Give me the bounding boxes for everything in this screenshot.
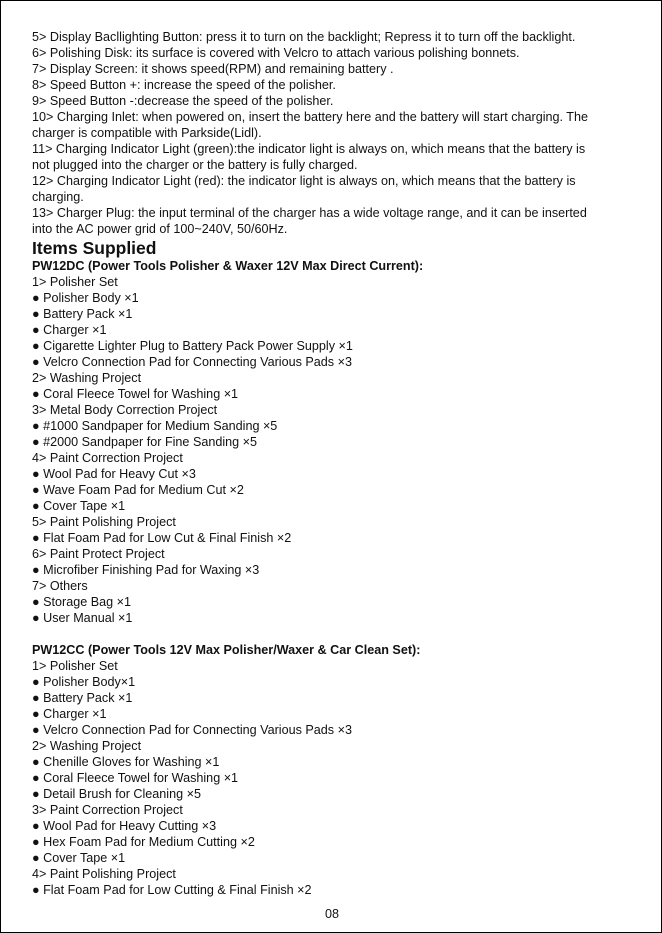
list-item: ● Polisher Body×1 (32, 675, 136, 689)
list-section-title: 1> Polisher Set (32, 659, 118, 673)
list-item: ● Storage Bag ×1 (32, 595, 131, 609)
list-item: ● Cover Tape ×1 (32, 499, 126, 513)
list-item: ● Charger ×1 (32, 323, 107, 337)
list-section-title: 2> Washing Project (32, 739, 142, 753)
list-item: ● Velcro Connection Pad for Connecting Various Pads ×3 (32, 723, 352, 737)
description-line: 5> Display Bacllighting Button: press it to turn on the backlight; Repress it to turn off the backlight. (32, 30, 576, 44)
list-item: ● Coral Fleece Towel for Washing ×1 (32, 771, 239, 785)
description-item (32, 205, 632, 237)
list-section-title: 6> Paint Protect Project (32, 547, 165, 561)
list-item: ● Cigarette Lighter Plug to Battery Pack Power Supply ×1 (32, 339, 353, 353)
list-item: ● #2000 Sandpaper for Fine Sanding ×5 (32, 435, 258, 449)
list-item: ● Velcro Connection Pad for Connecting Various Pads ×3 (32, 355, 352, 369)
component-descriptions (32, 29, 632, 237)
description-item (32, 93, 632, 109)
list-section-title: 4> Paint Polishing Project (32, 867, 176, 881)
list-item: ● Coral Fleece Towel for Washing ×1 (32, 387, 239, 401)
items-supplied-heading: Items Supplied (32, 238, 157, 258)
description-line: 11> Charging Indicator Light (green):the indicator light is always on, which means that the battery is (32, 142, 586, 156)
list-item: ● Cover Tape ×1 (32, 851, 126, 865)
page-content (32, 29, 632, 898)
description-item (32, 77, 632, 93)
list-item: ● User Manual ×1 (32, 611, 133, 625)
description-item (32, 109, 632, 141)
list-section-title: 3> Paint Correction Project (32, 803, 183, 817)
description-line: 12> Charging Indicator Light (red): the indicator light is always on, which means that the battery is (32, 174, 576, 188)
description-line: into the AC power grid of 100~240V, 50/60Hz. (32, 222, 288, 236)
list-item: ● Hex Foam Pad for Medium Cutting ×2 (32, 835, 255, 849)
list-section-title: 5> Paint Polishing Project (32, 515, 176, 529)
pw12cc-items-list (32, 658, 632, 898)
list-item: ● Wool Pad for Heavy Cutting ×3 (32, 819, 217, 833)
section-spacer (32, 626, 632, 642)
description-item (32, 29, 632, 45)
pw12dc-heading: PW12DC (Power Tools Polisher & Waxer 12V Max Direct Current): (32, 259, 424, 273)
list-item: ● Battery Pack ×1 (32, 307, 133, 321)
list-section-title: 2> Washing Project (32, 371, 142, 385)
list-item: ● Wave Foam Pad for Medium Cut ×2 (32, 483, 244, 497)
description-item (32, 61, 632, 77)
list-section-title: 7> Others (32, 579, 88, 593)
description-item (32, 173, 632, 205)
list-item: ● Chenille Gloves for Washing ×1 (32, 755, 220, 769)
list-item: ● Detail Brush for Cleaning ×5 (32, 787, 201, 801)
description-line: 7> Display Screen: it shows speed(RPM) and remaining battery . (32, 62, 394, 76)
list-section-title: 4> Paint Correction Project (32, 451, 183, 465)
pw12dc-items-list (32, 274, 632, 626)
list-item: ● #1000 Sandpaper for Medium Sanding ×5 (32, 419, 278, 433)
list-item: ● Flat Foam Pad for Low Cut & Final Finish ×2 (32, 531, 292, 545)
pw12cc-heading: PW12CC (Power Tools 12V Max Polisher/Waxer & Car Clean Set): (32, 643, 421, 657)
description-line: 9> Speed Button -:decrease the speed of the polisher. (32, 94, 334, 108)
description-line: 13> Charger Plug: the input terminal of the charger has a wide voltage range, and it can be inserted (32, 206, 587, 220)
list-item: ● Wool Pad for Heavy Cut ×3 (32, 467, 196, 481)
description-line: 8> Speed Button +: increase the speed of the polisher. (32, 78, 336, 92)
list-item: ● Charger ×1 (32, 707, 107, 721)
list-item: ● Battery Pack ×1 (32, 691, 133, 705)
list-section-title: 3> Metal Body Correction Project (32, 403, 218, 417)
list-item: ● Polisher Body ×1 (32, 291, 139, 305)
description-line: charging. (32, 190, 84, 204)
list-item: ● Microfiber Finishing Pad for Waxing ×3 (32, 563, 260, 577)
description-item (32, 45, 632, 61)
description-line: not plugged into the charger or the battery is fully charged. (32, 158, 358, 172)
description-line: 10> Charging Inlet: when powered on, insert the battery here and the battery will start charging. The (32, 110, 588, 124)
description-item (32, 141, 632, 173)
list-section-title: 1> Polisher Set (32, 275, 118, 289)
description-line: 6> Polishing Disk: its surface is covered with Velcro to attach various polishing bonnets. (32, 46, 520, 60)
description-line: charger is compatible with Parkside(Lidl). (32, 126, 262, 140)
list-item: ● Flat Foam Pad for Low Cutting & Final Finish ×2 (32, 883, 312, 897)
page-number: 08 (324, 907, 339, 921)
